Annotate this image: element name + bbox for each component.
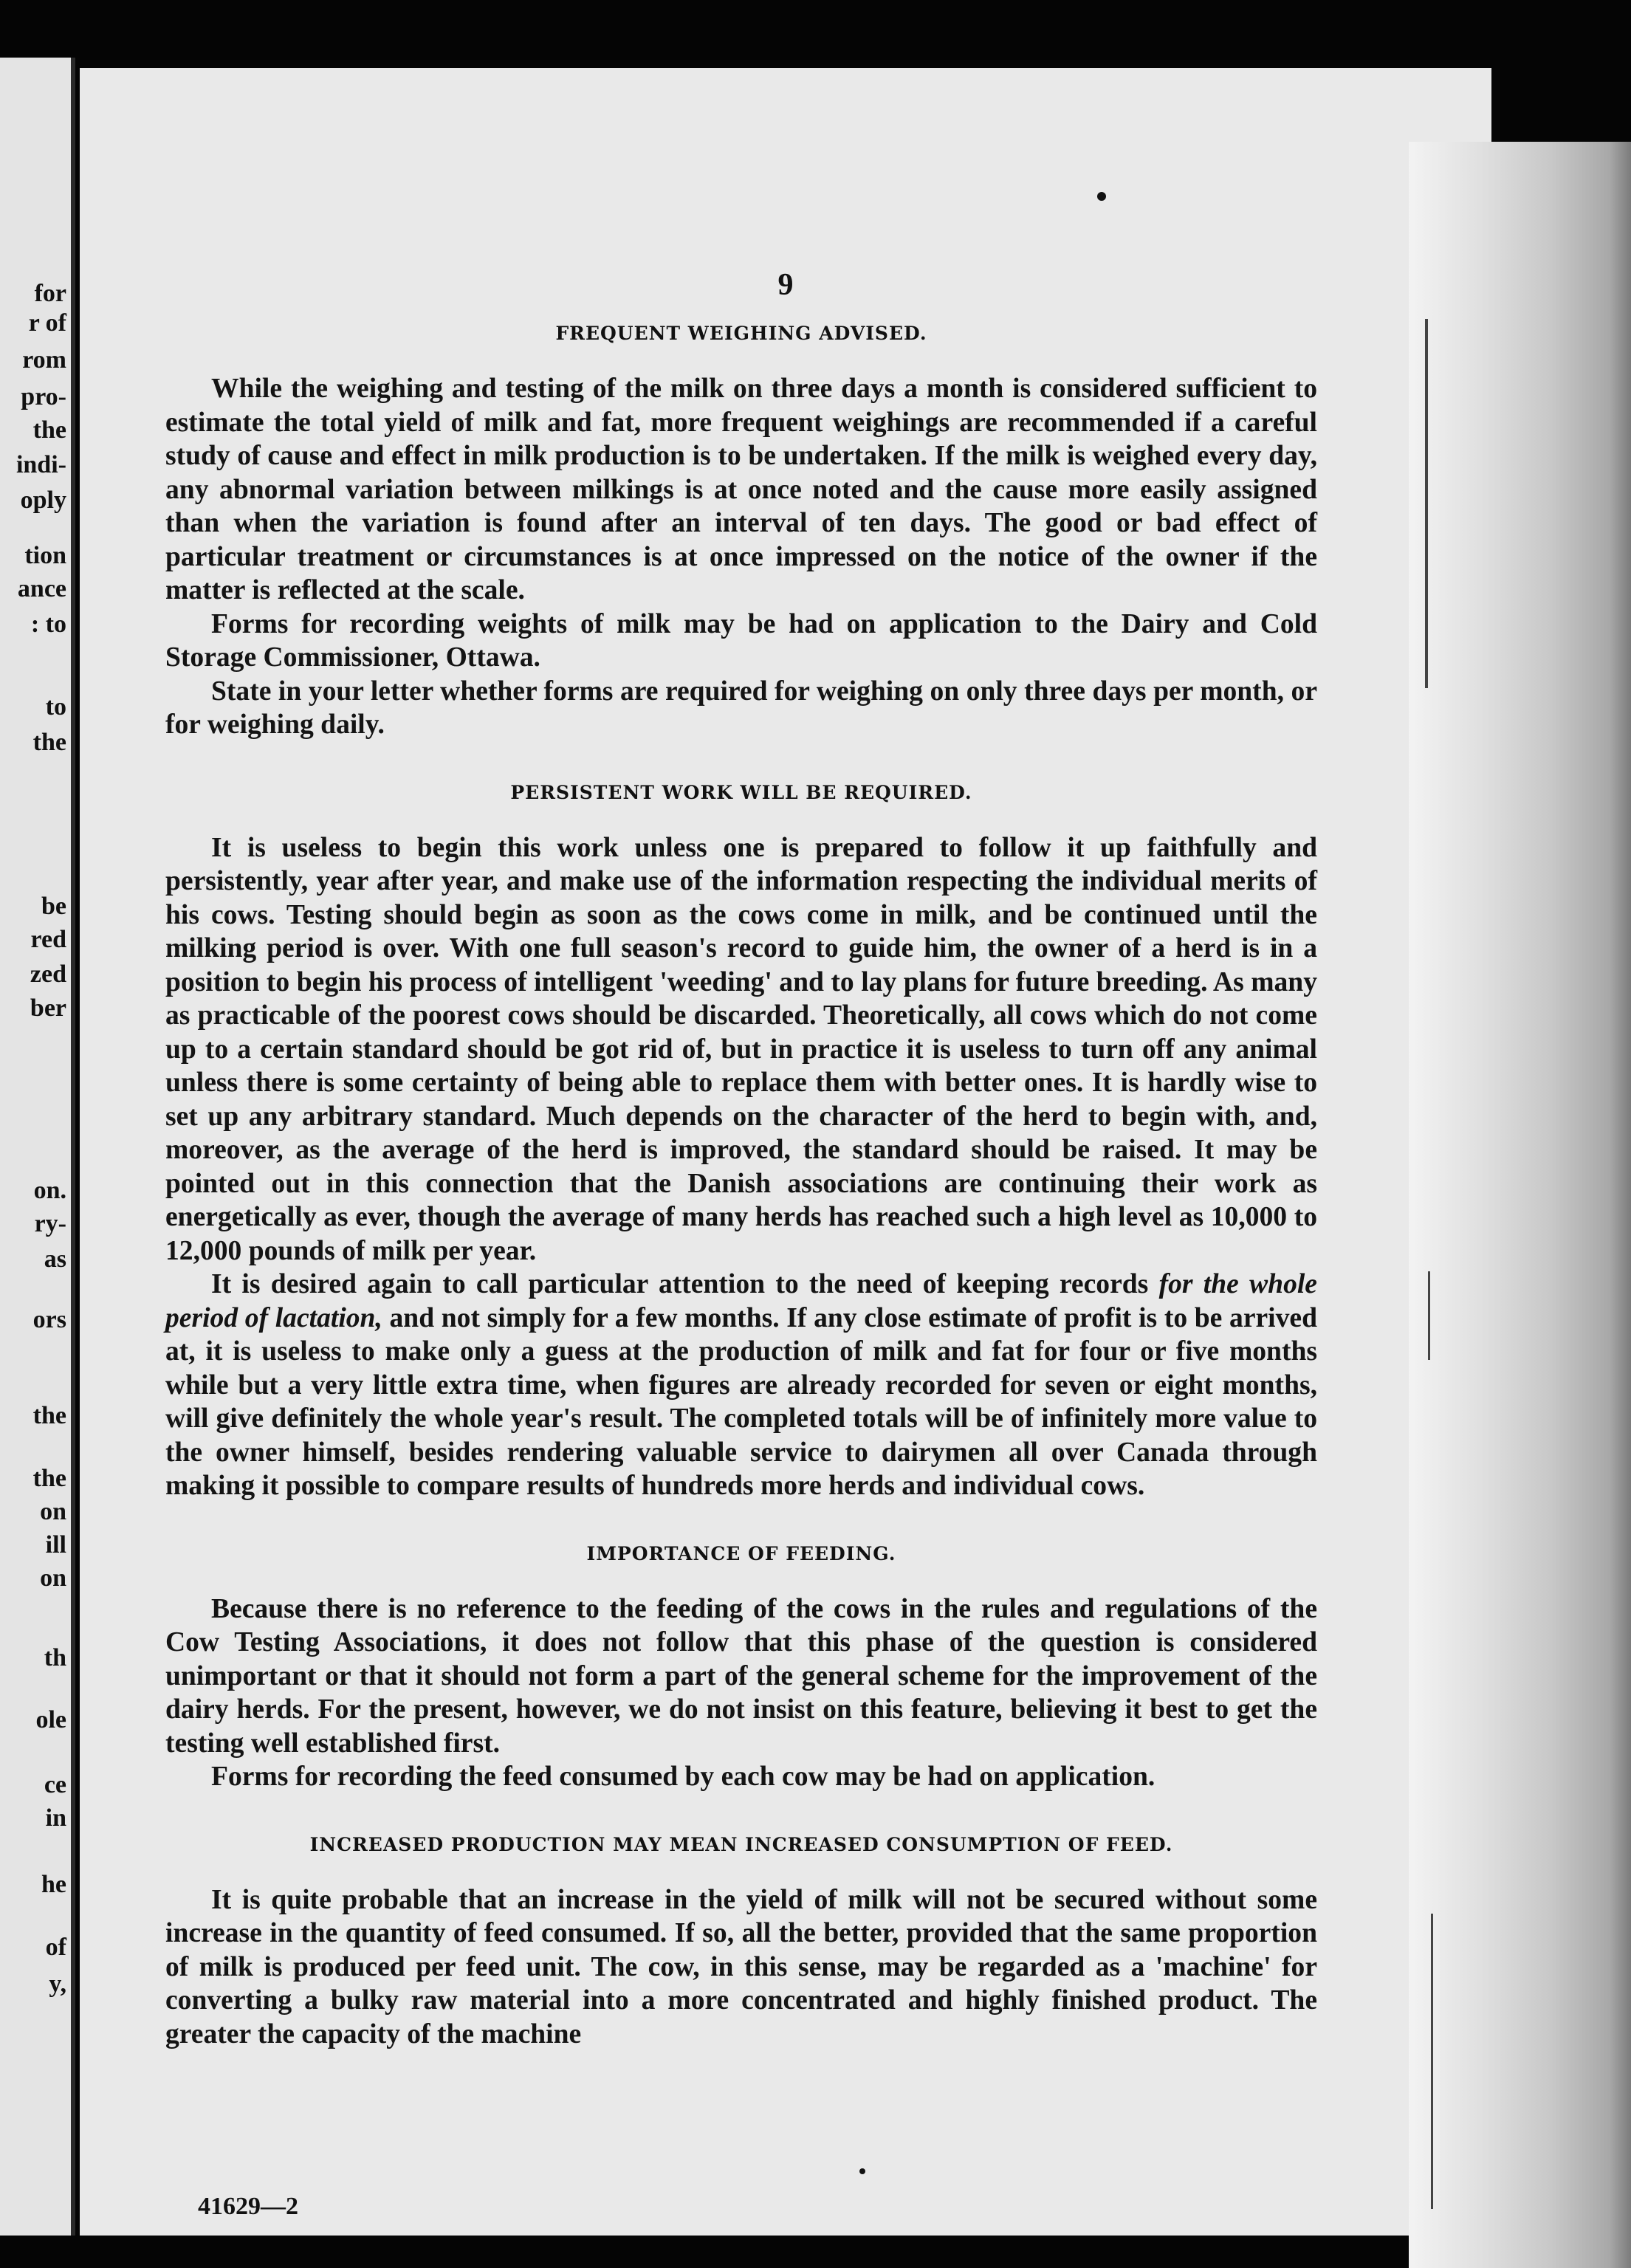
prev-fragment: for (34, 280, 66, 307)
paragraph: Because there is no reference to the feeding of the cows in the rules and regulations of the Cow Testing Associations, it does not follow that this phase of the question is considered unimportant or that it should not form a part of the general scheme for the improvement of the dairy herds. For the present, however, we do not insist on this feature, believing it best to get the testing well established first. (165, 1593, 1317, 1759)
edge-mark (1428, 1271, 1430, 1360)
prev-fragment: he (41, 1871, 66, 1898)
previous-page-strip (0, 58, 75, 2236)
prev-fragment: rom (22, 346, 66, 374)
prev-fragment: the (32, 416, 66, 444)
prev-fragment: the (32, 1465, 66, 1492)
section-heading-persistent: PERSISTENT WORK WILL BE REQUIRED. (510, 781, 972, 803)
prev-fragment: ole (35, 1706, 66, 1733)
prev-fragment: ber (30, 994, 66, 1022)
prev-fragment: be (41, 893, 66, 920)
page-body (165, 323, 1317, 2051)
book-page (80, 68, 1491, 2236)
prev-fragment: th (44, 1644, 66, 1671)
paragraph: It is quite probable that an increase in the yield of milk will not be secured without some increase in the quantity of feed consumed. If so, all the better, provided that the same proportion of milk is produced per feed unit. The cow, in this sense, may be regarded as a 'machine' for converting a bulky raw material into a more concentrated and highly finished product. The greater the capacity of the machine (165, 1884, 1317, 2049)
page-edges (1409, 142, 1631, 2268)
paragraph: Forms for recording the feed consumed by each cow may be had on application. (211, 1762, 1156, 1792)
prev-fragment: on. (33, 1177, 66, 1204)
paragraph: State in your letter whether forms are required for weighing on only three days per month, or for weighing daily. (165, 676, 1317, 740)
prev-fragment: r of (28, 309, 66, 337)
prev-fragment: red (30, 926, 66, 953)
prev-fragment: of (45, 1934, 66, 1961)
ink-dot (1097, 192, 1106, 201)
prev-fragment: to (45, 693, 66, 721)
prev-fragment: as (44, 1245, 66, 1273)
section-heading-weighing: FREQUENT WEIGHING ADVISED. (555, 323, 927, 344)
paragraph: It is useless to begin this work unless one is prepared to follow it up faithfully and persistently, year after year, and make use of the information respecting the individual merits of his cows. Testing should begin as soon as the cows come in milk, and be continued until the milking period is over. With one full season's record to guide him, the owner of a herd is in a position to begin his process of intelligent 'weeding' and to lay plans for future breeding. As many as practicable of the poorest cows should be discarded. Theoretically, all cows which do not come up to a certain standard should be got rid of, but in practice it is useless to turn off any animal unless there is some certainty of being able to replace them with better ones. It is hardly wise to set up any arbitrary standard. Much depends on the character of the herd to begin with, and, moreover, as the average of the herd is improved, the standard should be raised. It may be pointed out in this connection that the Danish associations are continuing their work as energetically as ever, though the average of many herds has reached such a high level as 10,000 to 12,000 pounds of milk per year. (165, 832, 1317, 1266)
prev-fragment: tion (24, 542, 66, 569)
section-heading-feeding: IMPORTANCE OF FEEDING. (586, 1542, 896, 1564)
text-run: It is desired again to call particular attention to the need of keeping records (211, 1269, 1159, 1299)
prev-fragment: pro- (21, 383, 66, 410)
prev-fragment: ry- (34, 1210, 66, 1237)
prev-fragment: : to (30, 611, 66, 638)
page-number: 9 (777, 268, 794, 302)
text-run: and not simply for a few months. If any close estimate of profit is to be arrived at, it is useless to make only a guess at the production of milk and fat for four or five months while but a very little extra time, when figures are already recorded for seven or eight months, will give definitely the whole year's result. The completed totals will be of infinitely more value to the owner himself, besides rendering valuable service to dairymen all over Canada through making it possible to compare results of hundreds more herds and individual cows. (165, 1302, 1317, 1501)
prev-fragment: on (40, 1564, 66, 1592)
edge-mark (1425, 319, 1428, 688)
paragraph: While the weighing and testing of the milk on three days a month is considered sufficient to estimate the total yield of milk and fat, more frequent weighings are recommended if a careful study of cause and effect in milk production is to be undertaken. If the milk is weighed every day, any abnormal variation between milkings is at once noted and the cause more easily assigned than when the variation is found after an interval of ten days. The good or bad effect of particular treatment or circumstances is at once impressed on the notice of the owner if the matter is reflected at the scale. (165, 374, 1317, 605)
prev-fragment: the (32, 1402, 66, 1429)
ink-dot (859, 2168, 865, 2174)
prev-fragment: y, (49, 1970, 66, 1998)
prev-fragment: ance (17, 575, 66, 602)
prev-fragment: in (45, 1804, 66, 1832)
emphasis-text: for the whole period of lactation, (165, 1269, 1317, 1333)
prev-fragment: ce (44, 1771, 66, 1798)
paragraph: Forms for recording weights of milk may be had on application to the Dairy and Cold Storage Commissioner, Ottawa. (165, 608, 1317, 673)
prev-fragment: ill (45, 1531, 66, 1559)
prev-fragment: zed (30, 961, 66, 988)
paragraph (165, 1268, 1317, 1503)
footer-signature-code: 41629—2 (198, 2193, 298, 2220)
prev-fragment: ors (32, 1306, 66, 1333)
prev-fragment: on (40, 1498, 66, 1525)
edge-mark (1431, 1914, 1433, 2209)
prev-fragment: indi- (16, 451, 66, 478)
prev-fragment: oply (20, 487, 66, 514)
prev-fragment: the (32, 729, 66, 756)
section-heading-consumption: INCREASED PRODUCTION MAY MEAN INCREASED CONSUMPTION OF FEED. (309, 1833, 1173, 1855)
